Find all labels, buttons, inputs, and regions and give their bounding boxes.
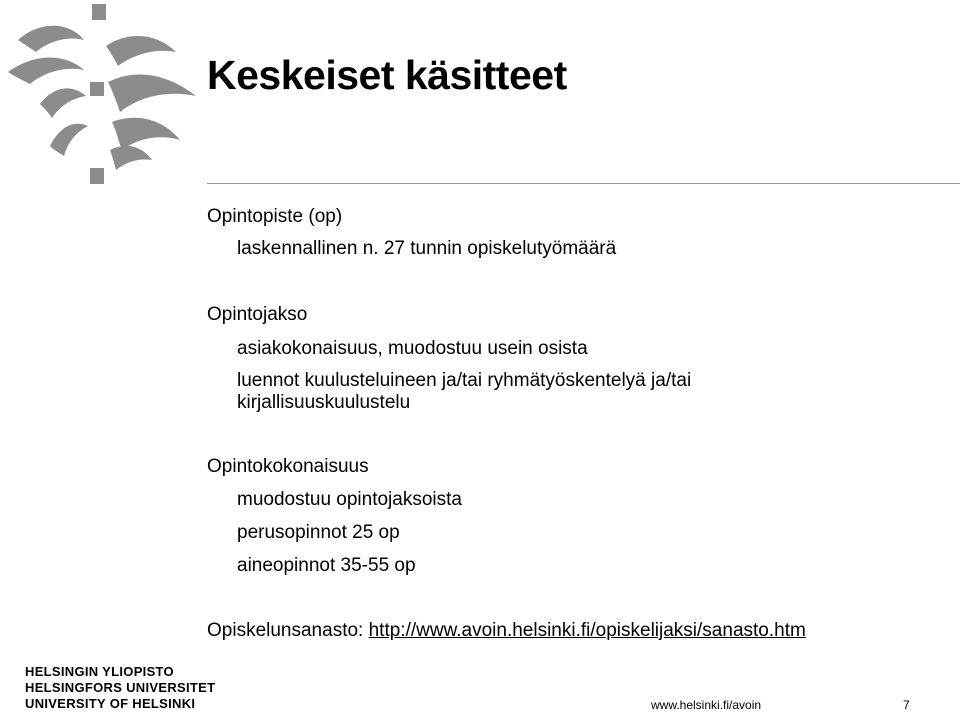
section-heading-opintopiste: Opintopiste (op) [207,206,343,227]
footer-university-name-en: UNIVERSITY OF HELSINKI [25,696,196,711]
section-heading-opintokokonaisuus: Opintokokonaisuus [207,456,369,477]
university-flame-logo-icon [0,0,210,200]
section-item: luennot kuulusteluineen ja/tai ryhmätyöskentelyä ja/tai [237,370,692,391]
slide-title: Keskeiset käsitteet [207,52,567,98]
section-item: laskennallinen n. 27 tunnin opiskelutyömäärä [237,238,617,259]
footer-university-name-sv: HELSINGFORS UNIVERSITET [25,680,216,695]
section-item: perusopinnot 25 op [237,522,400,543]
glossary-line [207,620,806,642]
footer-university-name-fi: HELSINGIN YLIOPISTO [25,664,174,679]
title-divider [207,183,960,184]
section-heading-opintojakso: Opintojakso [207,304,308,325]
section-item: aineopinnot 35-55 op [237,555,416,576]
page-number: 7 [903,698,910,712]
glossary-link[interactable]: http://www.avoin.helsinki.fi/opiskelijaksi/sanasto.htm [368,620,806,641]
glossary-label: Opiskelunsanasto: [207,620,364,641]
section-item: kirjallisuuskuulustelu [237,392,411,413]
section-item: asiakokonaisuus, muodostuu usein osista [237,338,588,359]
section-item: muodostuu opintojaksoista [237,489,462,510]
footer-url: www.helsinki.fi/avoin [651,698,762,712]
